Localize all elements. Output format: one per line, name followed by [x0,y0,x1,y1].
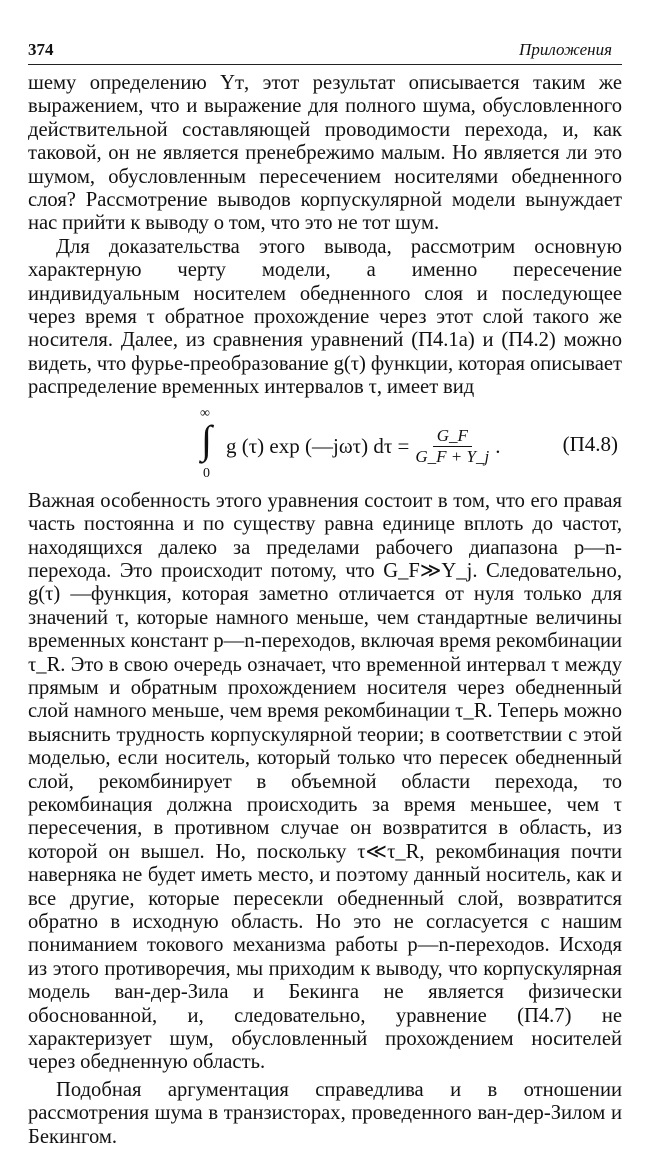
equation-number: (П4.8) [562,431,618,456]
formula-period: . [495,434,501,459]
page [28,40,622,1149]
integrand: g (τ) exp (—jωτ) dτ = [226,434,410,459]
page-number: 374 [28,40,54,59]
equation-p4-8 [28,406,622,486]
running-title: Приложения [519,40,612,59]
paragraph-1: шему определению Yᴛ, этот результат описывается таким же выражением, что и выражение для полного шума, обусловленного действительной составляющей проводимости перехода, и, как таковой, он не является пренебрежимо малым. Но является ли это шумом, обусловленным пересечением носителями обедненного слоя? Рассмотрение выводов корпускулярной модели вынуждает нас прийти к выводу о том, что это не тот шум. [28,72,622,235]
paragraph-3: Важная особенность этого уравнения состоит в том, что его правая часть постоянна и по существу равна единице вплоть до частот, находящихся далеко за пределами рабочего диапазона p—n-перехода. Это происходит потому, что G_F≫Y_j. Следовательно, g(τ) —функция, которая заметно отличается от нуля только для значений τ, которые намного меньше, чем стандартные величины временных констант p—n-переходов, включая время рекомбинации τ_R. Это в свою очередь означает, что временной интервал τ между прямым и обратным прохождением носителя через обедненный слой намного меньше, чем время рекомбинации τ_R. Теперь можно выяснить трудность корпускулярной теории; в соответствии с этой моделью, если носитель, который только что пересек обедненный слой, рекомбинирует в объемной области перехода, то рекомбинация должна происходить за время меньшее, чем τ пересечения, в противном случае он возвратится в область, из которой он вышел. Но, поскольку τ≪τ_R, рекомбинация почти наверняка не будет иметь место, и поэтому данный носитель, как и все другие, которые пересекли обедненный слой, возвратится обратно в исходную область. Но это не согласуется с нашим пониманием токового механизма работы p—n-переходов. Исходя из этого противоречия, мы приходим к выводу, что корпускулярная модель ван-дер-Зила и Бекинга не является физически обоснованной, и, следовательно, уравнение (П4.7) не характеризует шум, обусловленный прохождением носителей через обедненную область. [28,489,622,1074]
paragraph-2: Для доказательства этого вывода, рассмотрим основную характерную черту модели, а именно пересечение индивидуальным носителем обедненного слоя и последующее через время τ обратное прохождение через этот слой такого же носителя. Далее, из сравнения уравнений (П4.1а) и (П4.2) можно видеть, что фурье-преобразование g(τ) функции, которая описывает распределение временных интервалов τ, имеет вид [28,235,622,399]
formula [198,405,501,482]
fraction-numerator: G_F [433,426,472,447]
integral-symbol: ∫ [201,416,212,462]
integral-upper-limit: ∞ [200,405,210,421]
integral-sign [198,405,224,482]
page-header [28,40,622,65]
integral-lower-limit: 0 [203,465,210,481]
fraction-denominator: G_F + Y_j [415,447,490,467]
fraction [413,426,491,467]
paragraph-4: Подобная аргументация справедлива и в отношении рассмотрения шума в транзисторах, проведенного ван-дер-Зилом и Бекингом. [28,1078,622,1148]
